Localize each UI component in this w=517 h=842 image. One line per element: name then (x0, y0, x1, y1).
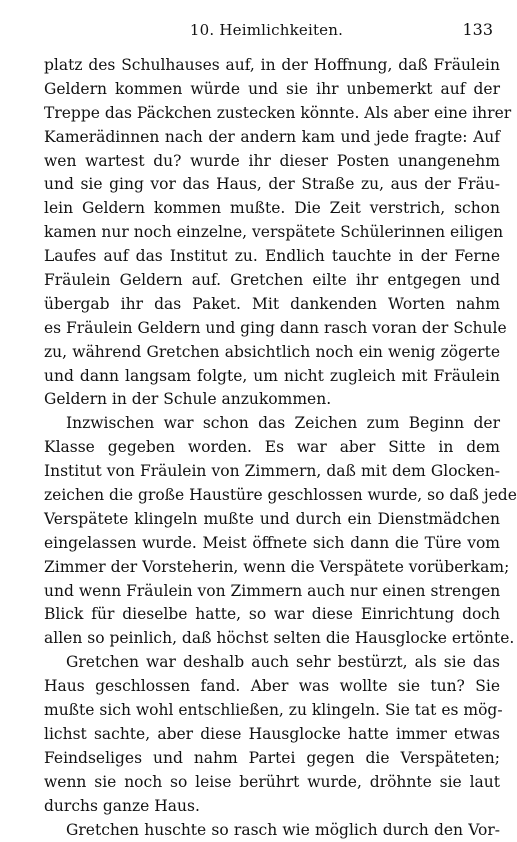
body-text (44, 54, 500, 842)
text-line: zeichen die große Haustüre geschlossen wurde, so daß jede (44, 484, 500, 508)
text-line: zu, während Gretchen absichtlich noch ein wenig zögerte (44, 341, 500, 365)
text-line: Geldern kommen würde und sie ihr unbemerkt auf der (44, 78, 500, 102)
text-line: mußte sich wohl entschließen, zu klingeln. Sie tat es mög- (44, 699, 500, 723)
text-line: Zimmer der Vorsteherin, wenn die Verspätete vorüberkam; (44, 556, 500, 580)
text-line: Blick für dieselbe hatte, so war diese Einrichtung doch (44, 603, 500, 627)
page-number: 133 (462, 20, 493, 39)
text-line: es Fräulein Geldern und ging dann rasch voran der Schule (44, 317, 500, 341)
text-line: Klasse gegeben worden. Es war aber Sitte in dem (44, 436, 500, 460)
text-line: lein Geldern kommen mußte. Die Zeit verstrich, schon (44, 197, 500, 221)
text-line: und dann langsam folgte, um nicht zugleich mit Fräulein (44, 365, 500, 389)
paragraph-first-line: Gretchen huschte so rasch wie möglich durch den Vor- (44, 819, 500, 842)
text-line: Treppe das Päckchen zustecken könnte. Als aber eine ihrer (44, 102, 500, 126)
text-line: übergab ihr das Paket. Mit dankenden Worten nahm (44, 293, 500, 317)
text-line: wen wartest du? wurde ihr dieser Posten unangenehm (44, 150, 500, 174)
text-line: Feindseliges und nahm Partei gegen die Verspäteten; (44, 747, 500, 771)
text-line: Haus geschlossen fand. Aber was wollte sie tun? Sie (44, 675, 500, 699)
text-line: eingelassen wurde. Meist öffnete sich dann die Türe vom (44, 532, 500, 556)
paragraph-first-line: Inzwischen war schon das Zeichen zum Beginn der (44, 412, 500, 436)
text-line: Fräulein Geldern auf. Gretchen eilte ihr entgegen und (44, 269, 500, 293)
text-line: kamen nur noch einzelne, verspätete Schülerinnen eiligen (44, 221, 500, 245)
text-line: platz des Schulhauses auf, in der Hoffnung, daß Fräulein (44, 54, 500, 78)
text-line: Kamerädinnen nach der andern kam und jede fragte: Auf (44, 126, 500, 150)
text-line: allen so peinlich, daß höchst selten die Hausglocke ertönte. (44, 627, 500, 651)
text-line: Institut von Fräulein von Zimmern, daß mit dem Glocken- (44, 460, 500, 484)
text-line: Laufes auf das Institut zu. Endlich tauchte in der Ferne (44, 245, 500, 269)
text-line: durchs ganze Haus. (44, 795, 500, 819)
text-line: und sie ging vor das Haus, der Straße zu, aus der Fräu- (44, 173, 500, 197)
page-header (40, 18, 493, 44)
text-line: Geldern in der Schule anzukommen. (44, 388, 500, 412)
text-line: und wenn Fräulein von Zimmern auch nur einen strengen (44, 580, 500, 604)
running-head: 10. Heimlichkeiten. (40, 21, 493, 39)
text-line: Verspätete klingeln mußte und durch ein Dienstmädchen (44, 508, 500, 532)
text-line: lichst sachte, aber diese Hausglocke hatte immer etwas (44, 723, 500, 747)
text-line: wenn sie noch so leise berührt wurde, dröhnte sie laut (44, 771, 500, 795)
paragraph-first-line: Gretchen war deshalb auch sehr bestürzt, als sie das (44, 651, 500, 675)
